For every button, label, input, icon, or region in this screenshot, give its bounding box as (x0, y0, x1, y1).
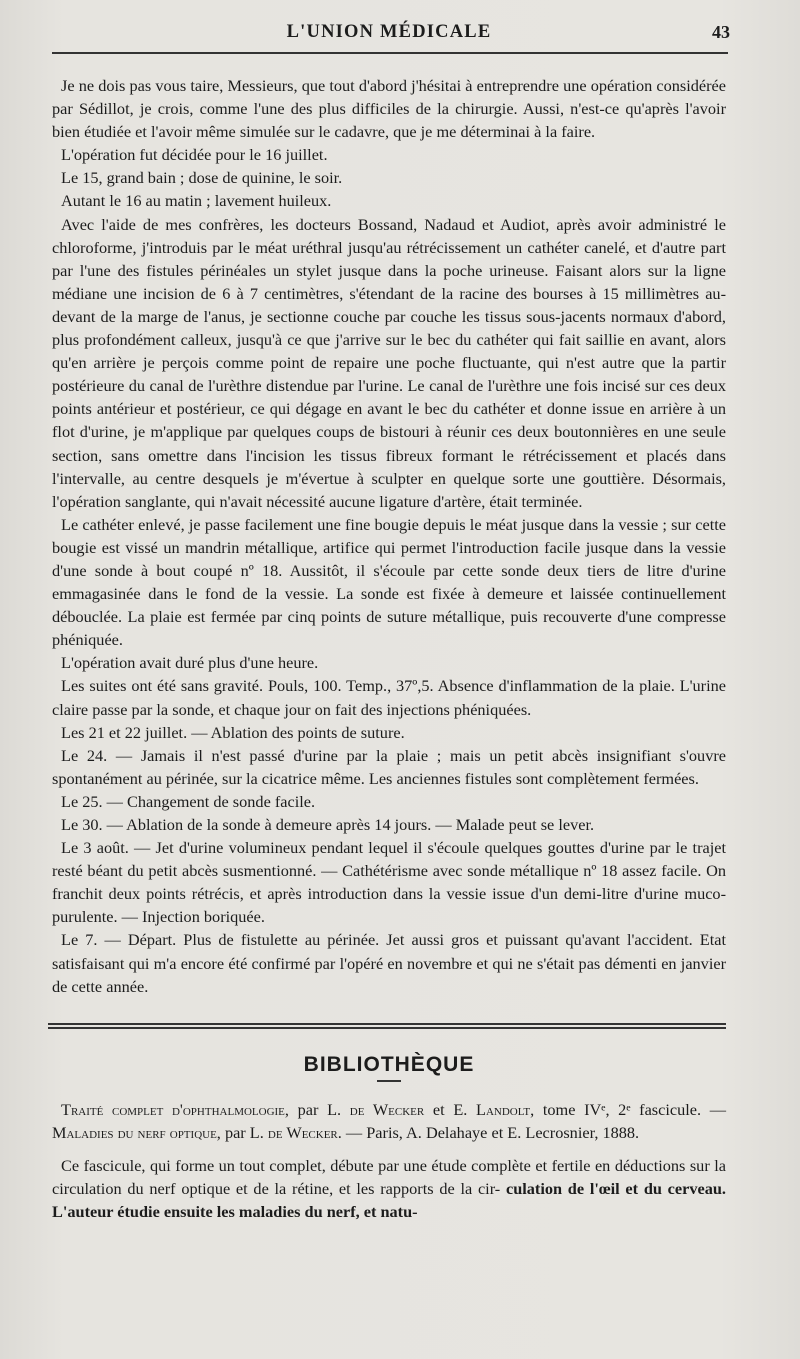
journal-title: L'UNION MÉDICALE (286, 22, 492, 42)
heading-underline (377, 1080, 401, 1082)
paragraph: Le 7. — Départ. Plus de fistulette au périnée. Jet aussi gros et puissant qu'avant l'accident. Etat satisfaisant qui m'a encore été confirmé par l'opéré en novembre et qui ne s'était pas démenti en janvier de cette année. (52, 930, 726, 996)
bibliography-heading: BIBLIOTHÈQUE (303, 1052, 475, 1076)
header-rule (52, 52, 728, 54)
bibliography-entry (52, 1098, 726, 1144)
paragraph: Je ne dois pas vous taire, Messieurs, que tout d'abord j'hésitai à entreprendre une opération considérée par Sédillot, je crois, comme l'une des plus difficiles de la chirurgie. Aussi, n'est-ce qu'après l'avoir bien étudiée et l'avoir même simulée sur le cadavre, que je me déterminai à la faire. (52, 76, 726, 142)
entry-text: , par (284, 1099, 328, 1119)
paragraph: Le cathéter enlevé, je passe facilement une fine bougie depuis le méat jusque dans la vessie ; sur cette bougie est vissé un mandrin métallique, artifice qui permet l'introduction facile jusque dans la vessie d'une sonde à bout coupé nº 18. Aussitôt, il s'écoule par cette sonde deux tiers de litre d'urine emmagasinée dans le fond de la vessie. La sonde est fixée à demeure et laissée continuellement débouclée. La plaie est fermée par cinq points de suture métallique, puis recouverte d'une compresse phéniquée. (52, 514, 726, 650)
paragraph: L'opération avait duré plus d'une heure. (61, 653, 319, 673)
author-name: E. Landolt (453, 1099, 531, 1119)
author-name: L. de Wecker (327, 1099, 425, 1119)
paragraph: Les suites ont été sans gravité. Pouls, 100. Temp., 37º,5. Absence d'inflammation de la plaie. L'urine claire passe par la sonde, et chaque jour on fait des injections phéniquées. (52, 676, 726, 719)
bibliography-section (52, 1098, 726, 1223)
paragraph: Le 24. — Jamais il n'est passé d'urine par la plaie ; mais un petit abcès insignifiant s'ouvre spontanément au périnée, sur la cicatrice même. Les anciennes fistules sont complètement fermées. (52, 745, 726, 788)
paragraph: L'opération fut décidée pour le 16 juillet. (61, 145, 328, 165)
book-title: Traité complet d'ophthalmologie (61, 1099, 285, 1119)
article-body (52, 74, 726, 998)
review-text-bold: culation de l'œil et du cerveau. L'auteur étudie ensuite les maladies du nerf, et natu- (52, 1179, 726, 1222)
paragraph: Avec l'aide de mes confrères, les docteurs Bossand, Nadaud et Audiot, après avoir administré le chloroforme, j'introduis par le méat uréthral jusqu'au rétrécissement un cathéter canelé, et d'autre part par l'une des fistules périnéales un stylet jusque dans la poche urineuse. Faisant alors sur la ligne médiane une incision de 6 à 7 centimètres, s'étendant de la racine des bourses à 15 millimètres au-devant de la marge de l'anus, je sectionne couche par couche les tissus sous-jacents normaux d'abord, plus profondément calleux, jusqu'à ce que j'arrive sur le bec du cathéter qui fait saillie en avant, alors qu'en arrière je perçois comme point de repaire une poche fluctuante, qui n'est autre que la partir postérieure du canal de l'urèthre distendue par l'urine. Le canal de l'urèthre une fois incisé sur ces deux points antérieur et postérieur, ce qui dégage en avant le bec du cathéter et donne issue en arrière à un flot d'urine, je m'applique par quelques coups de bistouri à réunir ces deux boutonnières en une seule section, sans omettre dans l'incision les tissus fibreux formant le rétrécissement et placés dans l'intervalle, au centre desquels je m'évertue à sculpter en quelque sorte une gouttière. Désormais, l'opération sanglante, qui n'avait nécessité aucune ligature d'artère, était terminée. (52, 214, 726, 511)
running-head (52, 20, 730, 54)
paragraph: Autant le 16 au matin ; lavement huileux. (61, 191, 332, 211)
entry-text: , tome IVᵉ, 2ᵉ fascicule. — (530, 1099, 727, 1119)
author-name: L. de Wecker (249, 1122, 338, 1142)
section-divider (48, 1023, 726, 1029)
entry-text: . — Paris, A. Delahaye et E. Lecrosnier, 1888. (337, 1122, 640, 1142)
paragraph: Les 21 et 22 juillet. — Ablation des points de suture. (61, 722, 405, 742)
paragraph: Le 30. — Ablation de la sonde à demeure après 14 jours. — Malade peut se lever. (61, 815, 595, 834)
review-paragraph (52, 1154, 726, 1223)
review-text: Ce fascicule, qui forme un tout complet, débute par une étude complète et fertile en déductions sur la circulation du nerf optique et de la rétine, et les rapports de la cir- (52, 1155, 726, 1199)
entry-text: , par (216, 1122, 250, 1142)
paragraph: Le 25. — Changement de sonde facile. (61, 791, 316, 811)
book-title: Maladies du nerf optique (52, 1122, 217, 1142)
paragraph: Le 3 août. — Jet d'urine volumineux pendant lequel il s'écoule quelques gouttes d'urine par le trajet resté béant du petit abcès susmentionné. — Cathétérisme avec sonde métallique nº 18 assez facile. On franchit deux points rétrécis, et après introduction dans la vessie issue d'un demi-litre d'urine muco-purulente. — Injection boriquée. (52, 838, 726, 927)
paragraph: Le 15, grand bain ; dose de quinine, le soir. (61, 168, 343, 188)
page-number: 43 (712, 22, 730, 42)
entry-text: et (424, 1099, 454, 1119)
